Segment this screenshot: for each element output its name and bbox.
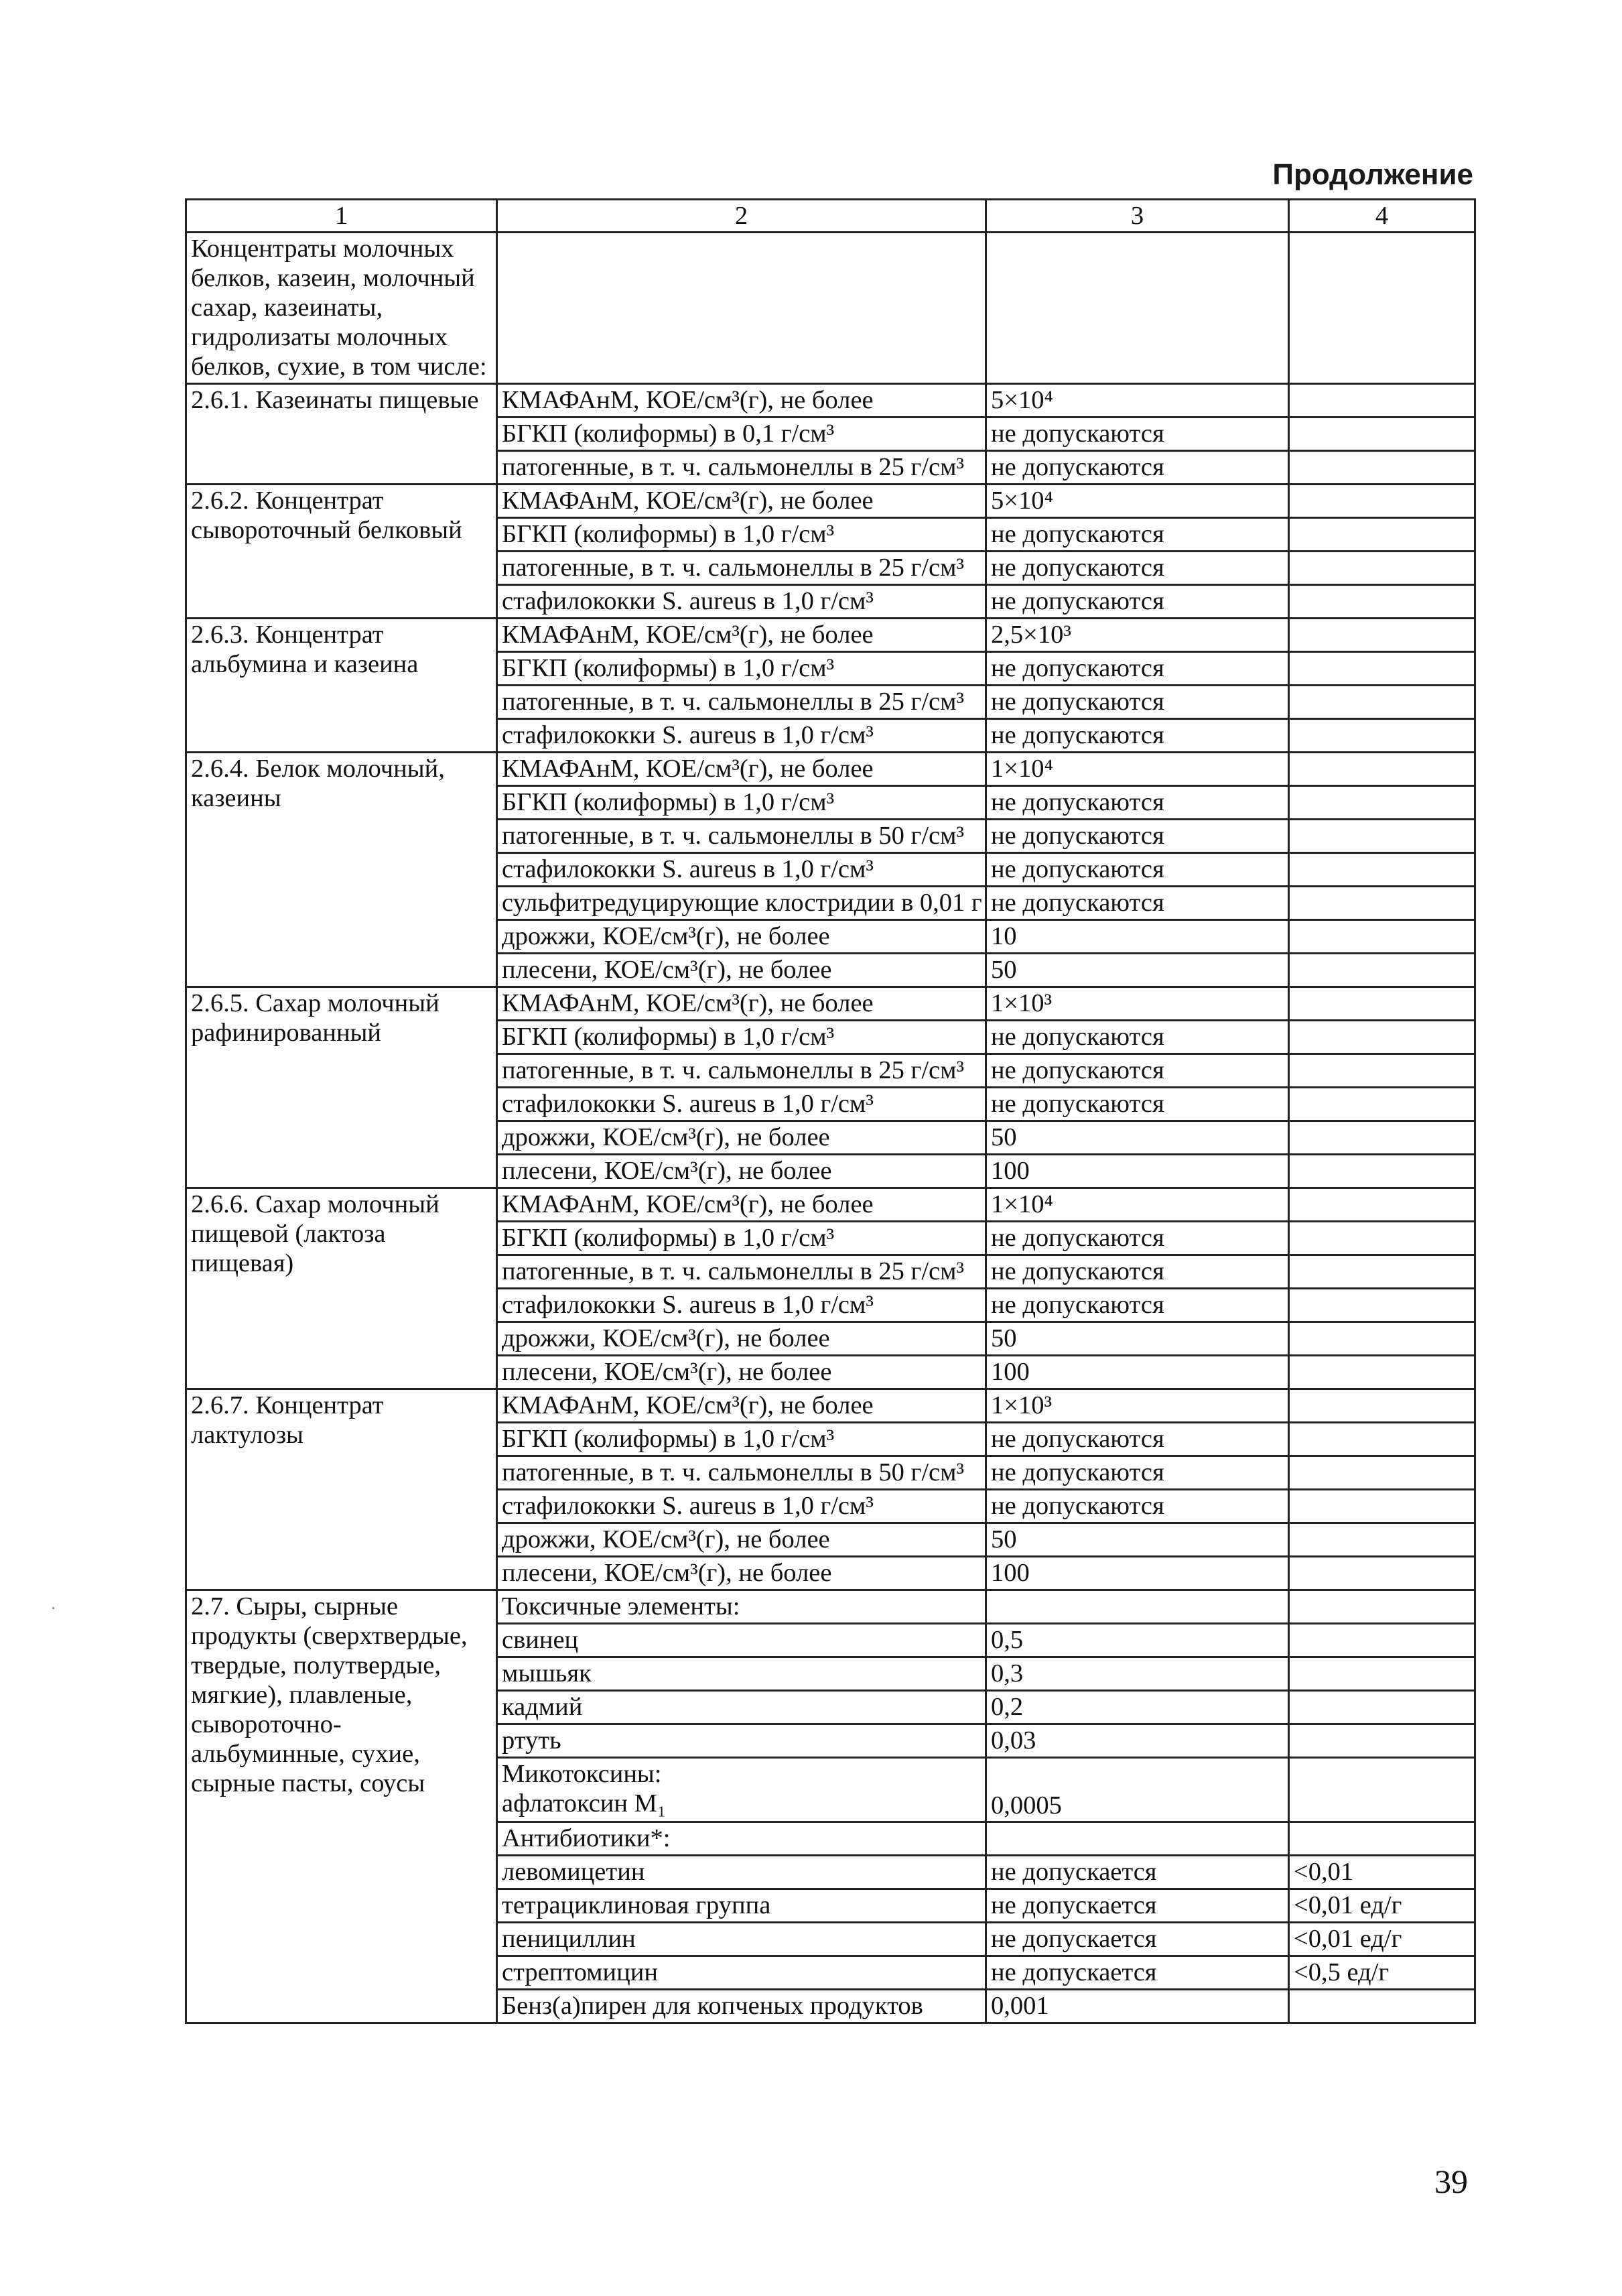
note-cell: [1289, 1758, 1475, 1822]
indicator-cell: БГКП (колиформы) в 1,0 г/см³: [497, 1222, 986, 1255]
note-cell: [1289, 1523, 1475, 1557]
indicator-cell: БГКП (колиформы) в 1,0 г/см³: [497, 786, 986, 820]
note-cell: [1289, 1557, 1475, 1590]
value-cell: 0,03: [986, 1724, 1289, 1758]
value-cell: не допускаются: [986, 786, 1289, 820]
value-cell: не допускаются: [986, 1255, 1289, 1289]
value-cell: не допускается: [986, 1923, 1289, 1956]
note-cell: [1289, 719, 1475, 753]
note-cell: <0,5 ед/г: [1289, 1956, 1475, 1990]
indicator-cell: КМАФАнМ, КОЕ/см³(г), не более: [497, 384, 986, 418]
note-cell: [1289, 418, 1475, 451]
indicator-cell: плесени, КОЕ/см³(г), не более: [497, 1356, 986, 1389]
note-cell: [1289, 1255, 1475, 1289]
product-name-cell: 2.6.3. Концентрат альбумина и казеина: [186, 619, 497, 753]
value-cell: не допускаются: [986, 686, 1289, 719]
indicator-cell: патогенные, в т. ч. сальмонеллы в 25 г/см³: [497, 1054, 986, 1088]
indicator-cell: патогенные, в т. ч. сальмонеллы в 25 г/см³: [497, 451, 986, 485]
page-number: 39: [1434, 2163, 1468, 2200]
note-cell: [1289, 585, 1475, 619]
value-cell: 1×10⁴: [986, 753, 1289, 786]
value-cell: 50: [986, 1322, 1289, 1356]
value-cell: 5×10⁴: [986, 384, 1289, 418]
note-cell: [1289, 1590, 1475, 1624]
note-cell: [1289, 1389, 1475, 1423]
indicator-cell: БГКП (колиформы) в 1,0 г/см³: [497, 652, 986, 686]
indicator-cell: БГКП (колиформы) в 1,0 г/см³: [497, 518, 986, 552]
header-col-1: 1: [186, 200, 497, 233]
value-cell: 100: [986, 1356, 1289, 1389]
note-cell: [1289, 552, 1475, 585]
indicator-cell: кадмий: [497, 1691, 986, 1724]
value-cell: 5×10⁴: [986, 485, 1289, 518]
note-cell: [1289, 954, 1475, 987]
scan-speck: [52, 1607, 54, 1609]
indicator-cell: дрожжи, КОЕ/см³(г), не более: [497, 1322, 986, 1356]
note-cell: [1289, 1624, 1475, 1657]
value-cell: не допускаются: [986, 585, 1289, 619]
value-cell: не допускаются: [986, 652, 1289, 686]
intro-product-cell: Концентраты молочных белков, казеин, молочный сахар, казеинаты, гидролизаты молочных белков, сухие, в том числе:: [186, 233, 497, 384]
continuation-label: Продолжение: [1272, 158, 1473, 191]
value-cell: 0,2: [986, 1691, 1289, 1724]
note-cell: [1289, 1054, 1475, 1088]
note-cell: [1289, 987, 1475, 1021]
value-cell: не допускаются: [986, 451, 1289, 485]
note-cell: [1289, 619, 1475, 652]
indicator-cell: Микотоксины: афлатоксин M₁: [497, 1758, 986, 1822]
indicator-cell: КМАФАнМ, КОЕ/см³(г), не более: [497, 485, 986, 518]
value-cell: не допускается: [986, 1956, 1289, 1990]
indicator-cell: КМАФАнМ, КОЕ/см³(г), не более: [497, 619, 986, 652]
note-cell: [1289, 384, 1475, 418]
value-cell: не допускается: [986, 1889, 1289, 1923]
table-header-row: [186, 200, 1475, 233]
value-cell: [986, 1822, 1289, 1856]
note-cell: [1289, 451, 1475, 485]
product-name-cell: 2.7. Сыры, сырные продукты (сверхтвердые, твердые, полутвердые, мягкие), плавленые, сывороточно-альбуминные, сухие, сырные пасты, соусы: [186, 1590, 497, 2023]
note-cell: [1289, 686, 1475, 719]
note-cell: [1289, 1724, 1475, 1758]
note-cell: [1289, 518, 1475, 552]
norms-table: [185, 198, 1476, 2024]
value-cell: не допускаются: [986, 853, 1289, 887]
value-cell: 1×10³: [986, 1389, 1289, 1423]
indicator-cell: патогенные, в т. ч. сальмонеллы в 50 г/см³: [497, 1456, 986, 1490]
value-cell: 100: [986, 1557, 1289, 1590]
note-cell: [1289, 1990, 1475, 2023]
indicator-cell: ртуть: [497, 1724, 986, 1758]
header-col-4: 4: [1289, 200, 1475, 233]
indicator-cell: стрептомицин: [497, 1956, 986, 1990]
intro-value-cell: [986, 233, 1289, 384]
indicator-cell: патогенные, в т. ч. сальмонеллы в 25 г/см³: [497, 552, 986, 585]
indicator-cell: БГКП (колиформы) в 1,0 г/см³: [497, 1021, 986, 1054]
indicator-cell: тетрациклиновая группа: [497, 1889, 986, 1923]
indicator-cell: свинец: [497, 1624, 986, 1657]
table-row: [186, 987, 1475, 1021]
indicator-cell: дрожжи, КОЕ/см³(г), не более: [497, 1121, 986, 1155]
indicator-cell: стафилококки S. aureus в 1,0 г/см³: [497, 719, 986, 753]
product-name-cell: 2.6.5. Сахар молочный рафинированный: [186, 987, 497, 1188]
value-cell: не допускаются: [986, 1423, 1289, 1456]
table-row: [186, 753, 1475, 786]
indicator-cell: плесени, КОЕ/см³(г), не более: [497, 954, 986, 987]
indicator-cell: стафилококки S. aureus в 1,0 г/см³: [497, 1088, 986, 1121]
value-cell: 0,0005: [986, 1758, 1289, 1822]
indicator-cell: КМАФАнМ, КОЕ/см³(г), не более: [497, 987, 986, 1021]
value-cell: не допускаются: [986, 1289, 1289, 1322]
value-cell: 0,001: [986, 1990, 1289, 2023]
indicator-cell: КМАФАнМ, КОЕ/см³(г), не более: [497, 1389, 986, 1423]
indicator-cell: БГКП (колиформы) в 0,1 г/см³: [497, 418, 986, 451]
indicator-cell: Антибиотики*:: [497, 1822, 986, 1856]
note-cell: [1289, 1657, 1475, 1691]
indicator-cell: стафилококки S. aureus в 1,0 г/см³: [497, 853, 986, 887]
value-cell: 2,5×10³: [986, 619, 1289, 652]
value-cell: 0,3: [986, 1657, 1289, 1691]
intro-indicator-cell: [497, 233, 986, 384]
indicator-cell: Бенз(а)пирен для копченых продуктов: [497, 1990, 986, 2023]
table-row: [186, 1389, 1475, 1423]
value-cell: не допускаются: [986, 1021, 1289, 1054]
indicator-cell: патогенные, в т. ч. сальмонеллы в 25 г/см³: [497, 1255, 986, 1289]
note-cell: [1289, 753, 1475, 786]
note-cell: [1289, 1121, 1475, 1155]
value-cell: 0,5: [986, 1624, 1289, 1657]
note-cell: [1289, 887, 1475, 920]
note-cell: [1289, 1423, 1475, 1456]
note-cell: [1289, 1289, 1475, 1322]
indicator-cell: мышьяк: [497, 1657, 986, 1691]
note-cell: [1289, 652, 1475, 686]
value-cell: 50: [986, 1523, 1289, 1557]
value-cell: 50: [986, 954, 1289, 987]
value-cell: не допускаются: [986, 1088, 1289, 1121]
intro-note-cell: [1289, 233, 1475, 384]
value-cell: не допускаются: [986, 518, 1289, 552]
note-cell: <0,01 ед/г: [1289, 1889, 1475, 1923]
indicator-cell: КМАФАнМ, КОЕ/см³(г), не более: [497, 753, 986, 786]
note-cell: [1289, 1088, 1475, 1121]
indicator-cell: сульфитредуцирующие клостридии в 0,01 г: [497, 887, 986, 920]
indicator-cell: дрожжи, КОЕ/см³(г), не более: [497, 920, 986, 954]
value-cell: 1×10³: [986, 987, 1289, 1021]
note-cell: [1289, 1691, 1475, 1724]
indicator-cell: пенициллин: [497, 1923, 986, 1956]
indicator-cell: дрожжи, КОЕ/см³(г), не более: [497, 1523, 986, 1557]
product-name-cell: 2.6.2. Концентрат сывороточный белковый: [186, 485, 497, 619]
note-cell: [1289, 920, 1475, 954]
note-cell: [1289, 1822, 1475, 1856]
table-row: [186, 1590, 1475, 1624]
note-cell: [1289, 853, 1475, 887]
value-cell: не допускаются: [986, 1456, 1289, 1490]
header-col-3: 3: [986, 200, 1289, 233]
value-cell: не допускаются: [986, 719, 1289, 753]
value-cell: 1×10⁴: [986, 1188, 1289, 1222]
value-cell: 100: [986, 1155, 1289, 1188]
value-cell: [986, 1590, 1289, 1624]
indicator-cell: патогенные, в т. ч. сальмонеллы в 50 г/см³: [497, 820, 986, 853]
indicator-cell: патогенные, в т. ч. сальмонеллы в 25 г/см³: [497, 686, 986, 719]
note-cell: [1289, 786, 1475, 820]
product-name-cell: 2.6.6. Сахар молочный пищевой (лактоза пищевая): [186, 1188, 497, 1389]
indicator-cell: стафилококки S. aureus в 1,0 г/см³: [497, 585, 986, 619]
note-cell: [1289, 1356, 1475, 1389]
note-cell: [1289, 1188, 1475, 1222]
note-cell: [1289, 820, 1475, 853]
table-row: [186, 485, 1475, 518]
note-cell: [1289, 1155, 1475, 1188]
value-cell: не допускается: [986, 1856, 1289, 1889]
table-row: [186, 384, 1475, 418]
indicator-cell: Токсичные элементы:: [497, 1590, 986, 1624]
table-row: [186, 1188, 1475, 1222]
note-cell: [1289, 1322, 1475, 1356]
product-name-cell: 2.6.7. Концентрат лактулозы: [186, 1389, 497, 1590]
value-cell: 50: [986, 1121, 1289, 1155]
intro-row: [186, 233, 1475, 384]
header-col-2: 2: [497, 200, 986, 233]
note-cell: [1289, 1456, 1475, 1490]
value-cell: не допускаются: [986, 552, 1289, 585]
product-name-cell: 2.6.1. Казеинаты пищевые: [186, 384, 497, 485]
indicator-cell: плесени, КОЕ/см³(г), не более: [497, 1155, 986, 1188]
value-cell: не допускаются: [986, 1222, 1289, 1255]
note-cell: [1289, 1021, 1475, 1054]
indicator-cell: стафилококки S. aureus в 1,0 г/см³: [497, 1289, 986, 1322]
note-cell: <0,01: [1289, 1856, 1475, 1889]
table-row: [186, 619, 1475, 652]
indicator-cell: плесени, КОЕ/см³(г), не более: [497, 1557, 986, 1590]
indicator-cell: БГКП (колиформы) в 1,0 г/см³: [497, 1423, 986, 1456]
value-cell: не допускаются: [986, 418, 1289, 451]
value-cell: не допускаются: [986, 887, 1289, 920]
value-cell: 10: [986, 920, 1289, 954]
value-cell: не допускаются: [986, 1490, 1289, 1523]
indicator-cell: стафилококки S. aureus в 1,0 г/см³: [497, 1490, 986, 1523]
value-cell: не допускаются: [986, 820, 1289, 853]
value-cell: не допускаются: [986, 1054, 1289, 1088]
note-cell: <0,01 ед/г: [1289, 1923, 1475, 1956]
note-cell: [1289, 1222, 1475, 1255]
product-name-cell: 2.6.4. Белок молочный, казеины: [186, 753, 497, 987]
note-cell: [1289, 1490, 1475, 1523]
note-cell: [1289, 485, 1475, 518]
indicator-cell: КМАФАнМ, КОЕ/см³(г), не более: [497, 1188, 986, 1222]
indicator-cell: левомицетин: [497, 1856, 986, 1889]
